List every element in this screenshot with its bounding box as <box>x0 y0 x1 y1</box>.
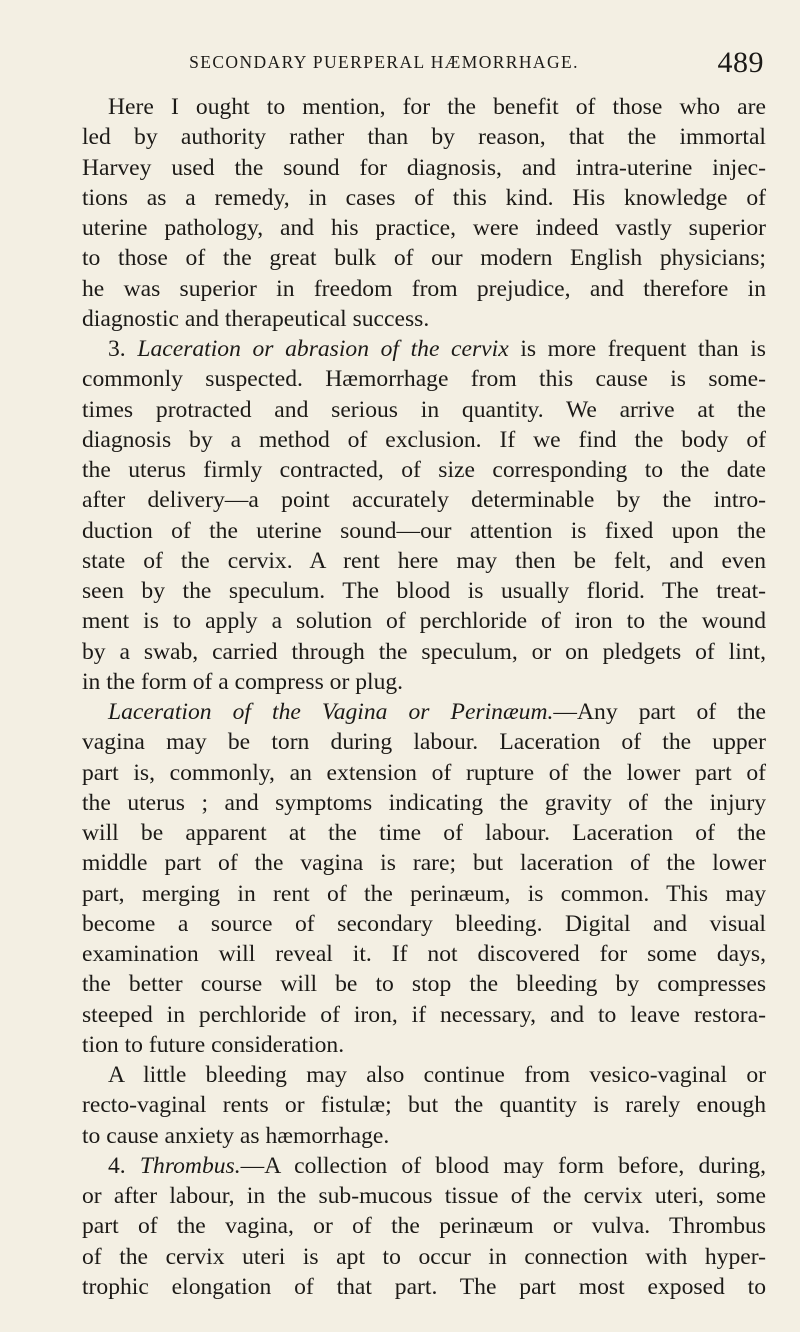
text-line <box>82 1151 766 1181</box>
text-line <box>82 727 766 757</box>
line-text: of the cervix uteri is apt to occur in connection with hyper- <box>82 1243 766 1270</box>
text-line <box>82 395 766 425</box>
line-text: uterine pathology, and his practice, were indeed vastly superior <box>82 215 766 241</box>
text-line <box>82 183 766 213</box>
line-text: seen by the speculum. The blood is usually florid. The treat- <box>82 578 766 604</box>
line-text: diagnosis by a method of exclusion. If we find the body of <box>82 426 766 453</box>
text-line <box>82 1242 766 1272</box>
text-line <box>82 848 766 878</box>
line-text: led by authority rather than by reason, that the immortal <box>82 124 766 151</box>
text-line <box>82 697 766 727</box>
line-text: Here I ought to mention, for the benefit of those who are <box>108 94 766 120</box>
body-text <box>82 92 766 1302</box>
text-line <box>82 516 766 546</box>
line-text: steeped in perchloride of iron, if necessary, and to leave restora- <box>82 1001 766 1028</box>
line-text: times protracted and serious in quantity. We arrive at the <box>82 396 766 423</box>
text-line <box>82 1000 766 1030</box>
line-text: by a swab, carried through the speculum, or on pledgets of lint, <box>82 638 766 665</box>
text-line <box>82 1211 766 1241</box>
line-text: the better course will be to stop the bleeding by compresses <box>82 971 766 998</box>
text-line <box>82 274 766 304</box>
line-text: tion to future consideration. <box>82 1031 345 1058</box>
line-text: is more frequent than is <box>508 336 766 362</box>
line-text: vagina may be torn during labour. Laceration of the upper <box>82 729 766 756</box>
text-line <box>82 334 766 364</box>
italic-heading: Laceration of the Vagina or Perinæum. <box>108 699 554 725</box>
line-text: —A collection of blood may form before, during, <box>240 1152 766 1179</box>
line-text: ment is to apply a solution of perchloride of iron to the wound <box>82 608 766 635</box>
text-line <box>82 122 766 152</box>
text-line <box>82 969 766 999</box>
line-text: or after labour, in the sub-mucous tissue of the cervix uteri, some <box>82 1183 766 1209</box>
text-line <box>82 758 766 788</box>
line-text: middle part of the vagina is rare; but laceration of the lower <box>82 850 766 877</box>
text-line <box>82 606 766 636</box>
running-title: SECONDARY PUERPERAL HÆMORRHAGE. <box>189 52 579 72</box>
line-text: tions as a remedy, in cases of this kind. His knowledge of <box>82 184 766 211</box>
text-line <box>82 485 766 515</box>
line-text: become a source of secondary bleeding. Digital and visual <box>82 910 766 937</box>
text-line <box>82 788 766 818</box>
text-line <box>82 153 766 183</box>
line-text: Harvey used the sound for diagnosis, and intra-uterine injec- <box>82 154 766 181</box>
text-line <box>82 879 766 909</box>
line-text: to those of the great bulk of our modern English physicians; <box>82 245 766 272</box>
text-line <box>82 425 766 455</box>
line-text: commonly suspected. Hæmorrhage from this cause is some- <box>82 366 766 393</box>
text-line <box>82 92 766 122</box>
running-head <box>84 48 764 80</box>
text-line <box>82 1090 766 1120</box>
text-line <box>82 364 766 394</box>
line-text: examination will reveal it. If not discovered for some days, <box>82 941 766 967</box>
line-text: to cause anxiety as hæmorrhage. <box>82 1122 390 1149</box>
line-text: A little bleeding may also continue from vesico-vaginal or <box>108 1062 766 1088</box>
text-line <box>82 909 766 939</box>
line-text: in the form of a compress or plug. <box>82 668 404 695</box>
text-line <box>82 667 766 697</box>
text-line <box>82 1272 766 1302</box>
text-line <box>82 818 766 848</box>
text-line <box>82 213 766 243</box>
line-text: diagnostic and therapeutical success. <box>82 305 430 332</box>
line-text: state of the cervix. A rent here may then be felt, and even <box>82 547 766 574</box>
line-text: he was superior in freedom from prejudice, and therefore in <box>82 275 766 302</box>
line-text: —Any part of the <box>553 699 766 725</box>
text-line <box>82 1181 766 1211</box>
text-line <box>82 637 766 667</box>
page-number: 489 <box>717 46 764 79</box>
text-line <box>82 304 766 334</box>
line-text: part is, commonly, an extension of rupture of the lower part of <box>82 759 766 786</box>
text-line <box>82 455 766 485</box>
text-line <box>82 1060 766 1090</box>
line-text: recto-vaginal rents or fistulæ; but the quantity is rarely enough <box>82 1092 766 1119</box>
line-text: trophic elongation of that part. The part most exposed to <box>82 1273 766 1300</box>
text-line <box>82 1030 766 1060</box>
line-text: part of the vagina, or of the perinæum or vulva. Thrombus <box>82 1213 766 1240</box>
italic-heading: Laceration or abrasion of the cervix <box>137 336 509 362</box>
line-text: the uterus firmly contracted, of size corresponding to the date <box>82 457 766 483</box>
text-line <box>82 546 766 576</box>
section-number: 4. <box>108 1152 140 1179</box>
line-text: the uterus ; and symptoms indicating the gravity of the injury <box>82 789 766 816</box>
line-text: will be apparent at the time of labour. Laceration of the <box>82 820 766 846</box>
italic-heading: Thrombus. <box>139 1152 241 1179</box>
text-line <box>82 939 766 969</box>
text-line <box>82 576 766 606</box>
text-line <box>82 243 766 273</box>
text-line <box>82 1121 766 1151</box>
line-text: duction of the uterine sound—our attention is fixed upon the <box>82 517 766 544</box>
line-text: after delivery—a point accurately determinable by the intro- <box>82 487 766 514</box>
line-text: part, merging in rent of the perinæum, is common. This may <box>82 880 766 907</box>
section-number: 3. <box>108 336 138 362</box>
